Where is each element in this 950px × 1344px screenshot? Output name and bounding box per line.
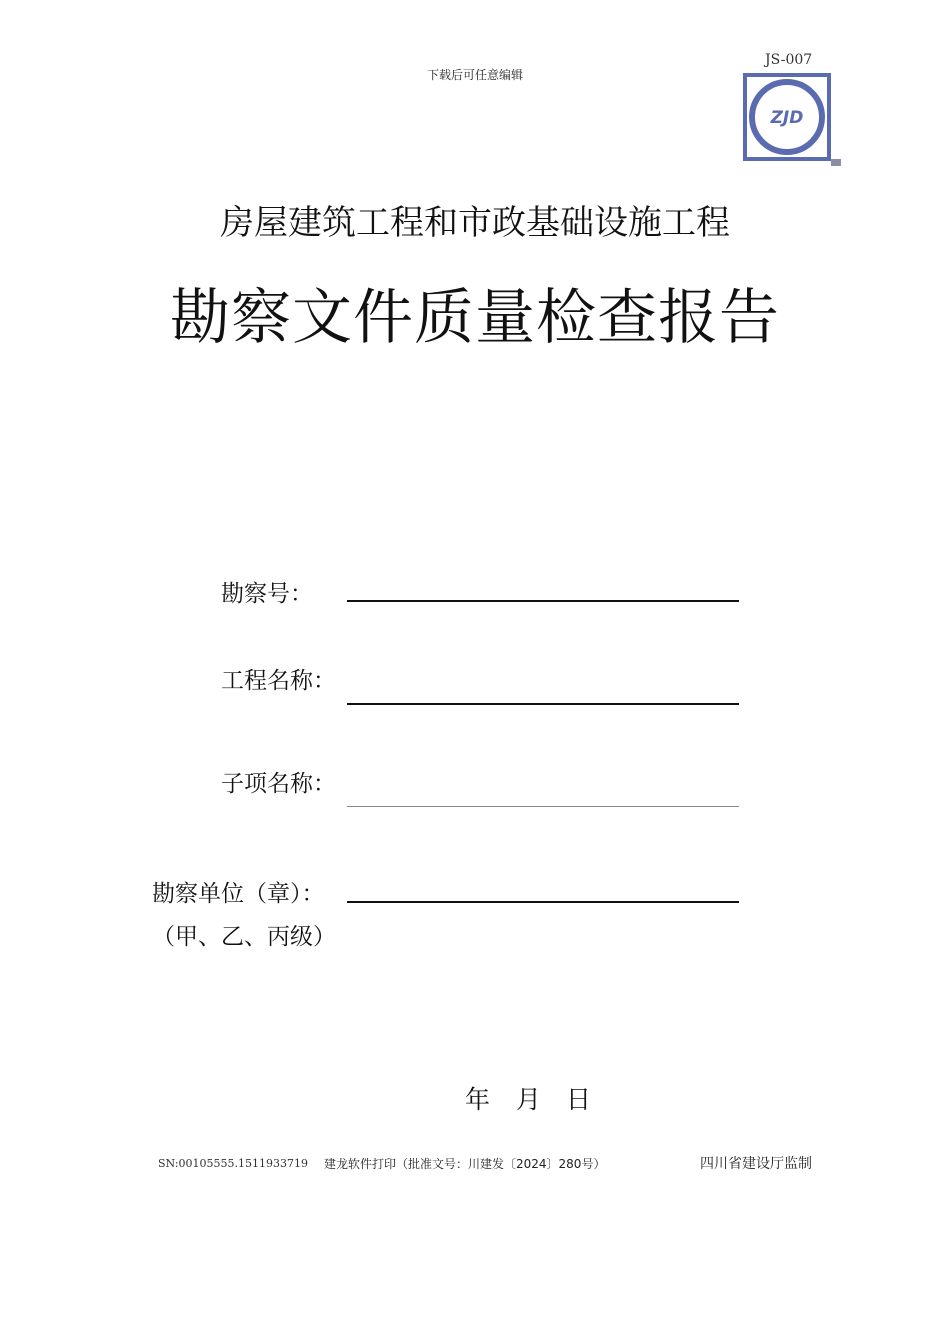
date-year: 年 (465, 1085, 491, 1114)
survey-unit-grade: （甲、乙、丙级） (152, 924, 336, 950)
subtitle: 房屋建筑工程和市政基础设施工程 (220, 203, 730, 243)
serial-number: SN:00105555.1511933719 (158, 1157, 308, 1170)
survey-unit-line (347, 901, 739, 903)
subitem-name-line (347, 806, 739, 807)
issuer: 四川省建设厅监制 (700, 1156, 812, 1172)
top-note: 下载后可任意编辑 (426, 68, 523, 82)
main-title: 勘察文件质量检查报告 (170, 283, 780, 353)
date-day: 日 (566, 1085, 592, 1114)
logo-text: ZJD (770, 108, 804, 128)
survey-unit-label: 勘察单位（章）： (152, 881, 325, 907)
form-code: JS-007 (765, 52, 813, 68)
survey-no-label: 勘察号： (221, 581, 313, 607)
zjd-logo (743, 73, 843, 169)
project-name-label: 工程名称： (221, 668, 336, 694)
subitem-name-label: 子项名称： (221, 771, 336, 797)
print-note: 建龙软件打印（批准文号：川建发〔2024〕280号） (324, 1157, 606, 1171)
project-name-line (347, 703, 739, 705)
date-month: 月 (516, 1085, 542, 1114)
survey-no-line (347, 600, 739, 602)
